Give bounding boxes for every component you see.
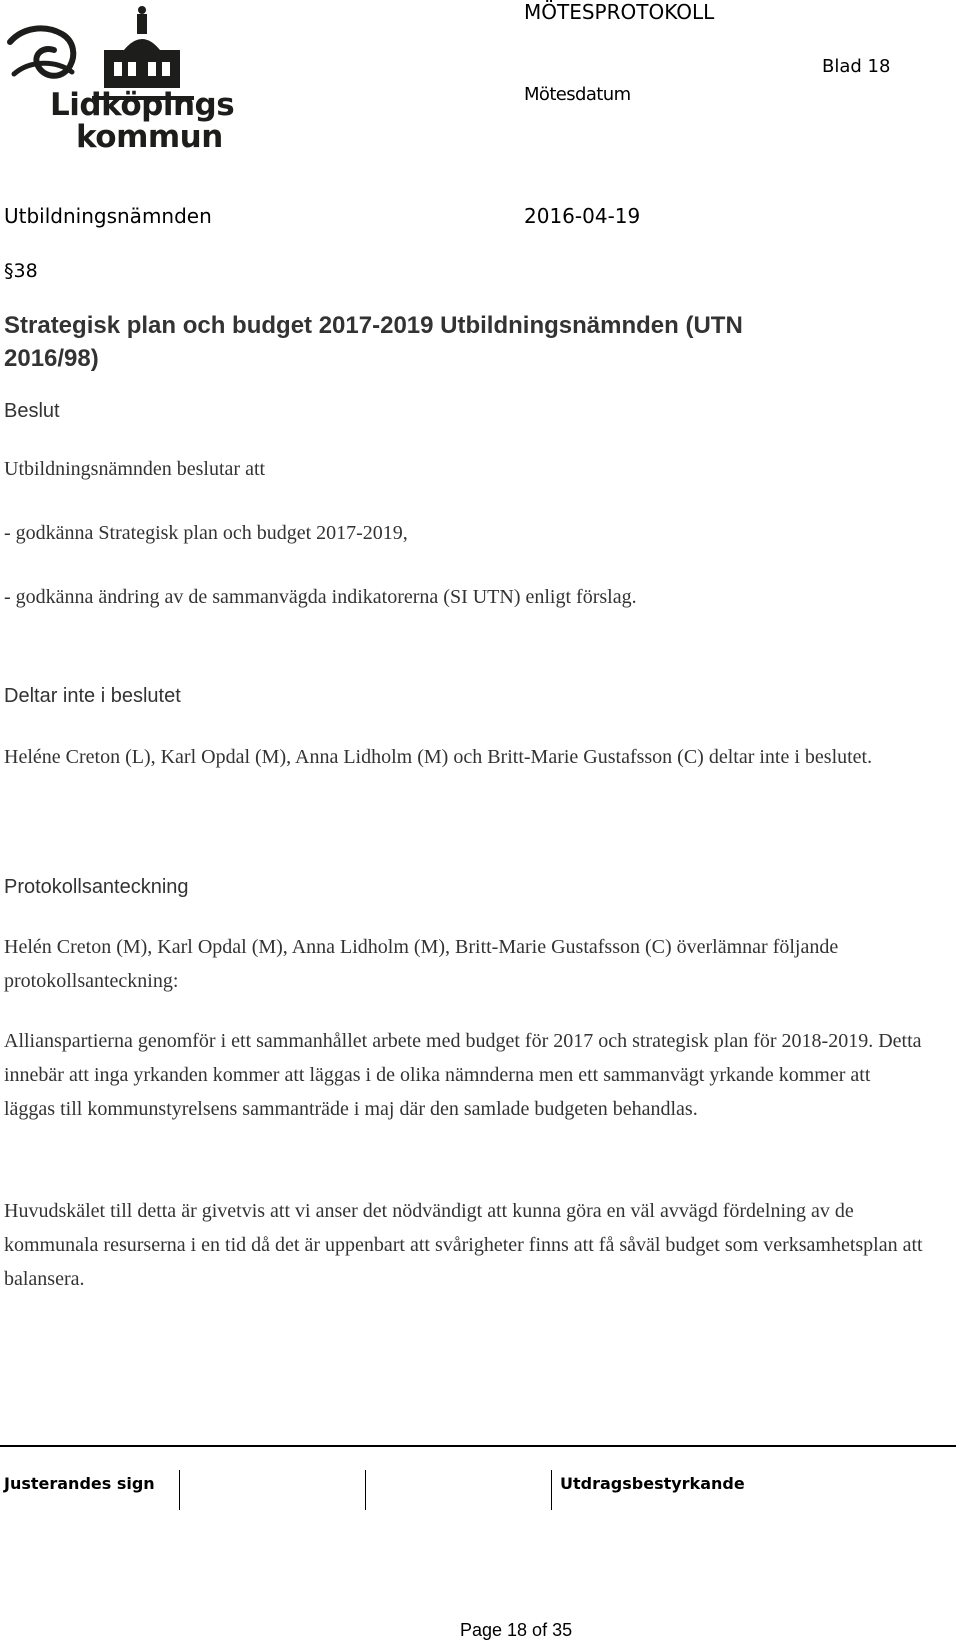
section-number: §38 bbox=[4, 260, 38, 282]
annotation-paragraph-2: Huvudskälet till detta är givetvis att vi anser det nödvändigt att kunna göra en väl avvägd fördelning av de kommunala resurserna i en tid då det är uppenbart att svårigheter finns att få såväl budget som verksamhetsplan att balansera. bbox=[4, 1200, 923, 1290]
footer-rule bbox=[0, 1445, 956, 1447]
decision-intro: Utbildningsnämnden beslutar att bbox=[4, 458, 266, 480]
meeting-date-label: Mötesdatum bbox=[524, 84, 631, 105]
annotation-intro: Helén Creton (M), Karl Opdal (M), Anna Lidholm (M), Britt-Marie Gustafsson (C) överlämnar följande protokollsanteckning: bbox=[4, 936, 839, 992]
annotation-heading: Protokollsanteckning bbox=[4, 876, 189, 898]
page-number: Page 18 of 35 bbox=[460, 1620, 573, 1640]
municipality-logo bbox=[4, 0, 235, 156]
signature-label: Justerandes sign bbox=[4, 1474, 155, 1493]
meeting-date: 2016-04-19 bbox=[524, 204, 641, 228]
sheet-number: Blad 18 bbox=[822, 56, 891, 77]
extract-label: Utdragsbestyrkande bbox=[560, 1474, 745, 1493]
logo-name-line1: Lidköpings bbox=[50, 87, 235, 123]
signature-box-divider-2 bbox=[365, 1470, 366, 1510]
logo-name-line2: kommun bbox=[76, 119, 223, 155]
signature-box-divider-1 bbox=[179, 1470, 180, 1510]
signature-box-divider-3 bbox=[551, 1470, 552, 1510]
not-participating-text: Heléne Creton (L), Karl Opdal (M), Anna Lidholm (M) och Britt-Marie Gustafsson (C) deltar inte i beslutet. bbox=[4, 746, 873, 768]
committee-name: Utbildningsnämnden bbox=[4, 204, 212, 228]
decision-heading: Beslut bbox=[4, 400, 60, 422]
section-title: Strategisk plan och budget 2017-2019 Utbildningsnämnden (UTN 2016/98) bbox=[4, 312, 743, 372]
decision-item-1: - godkänna Strategisk plan och budget 2017-2019, bbox=[4, 522, 408, 544]
annotation-paragraph-1: Allianspartierna genomför i ett sammanhållet arbete med budget för 2017 och strategisk plan för 2018-2019. Detta innebär att inga yrkanden kommer att läggas i de olika nämnderna men ett sammanvägt yrkande kommer att läggas till kommunstyrelsens sammanträde i maj där den samlade budgeten behandlas. bbox=[4, 1030, 922, 1120]
not-participating-heading: Deltar inte i beslutet bbox=[4, 685, 181, 707]
decision-item-2: - godkänna ändring av de sammanvägda indikatorerna (SI UTN) enligt förslag. bbox=[4, 586, 637, 608]
document-type: MÖTESPROTOKOLL bbox=[524, 0, 715, 24]
